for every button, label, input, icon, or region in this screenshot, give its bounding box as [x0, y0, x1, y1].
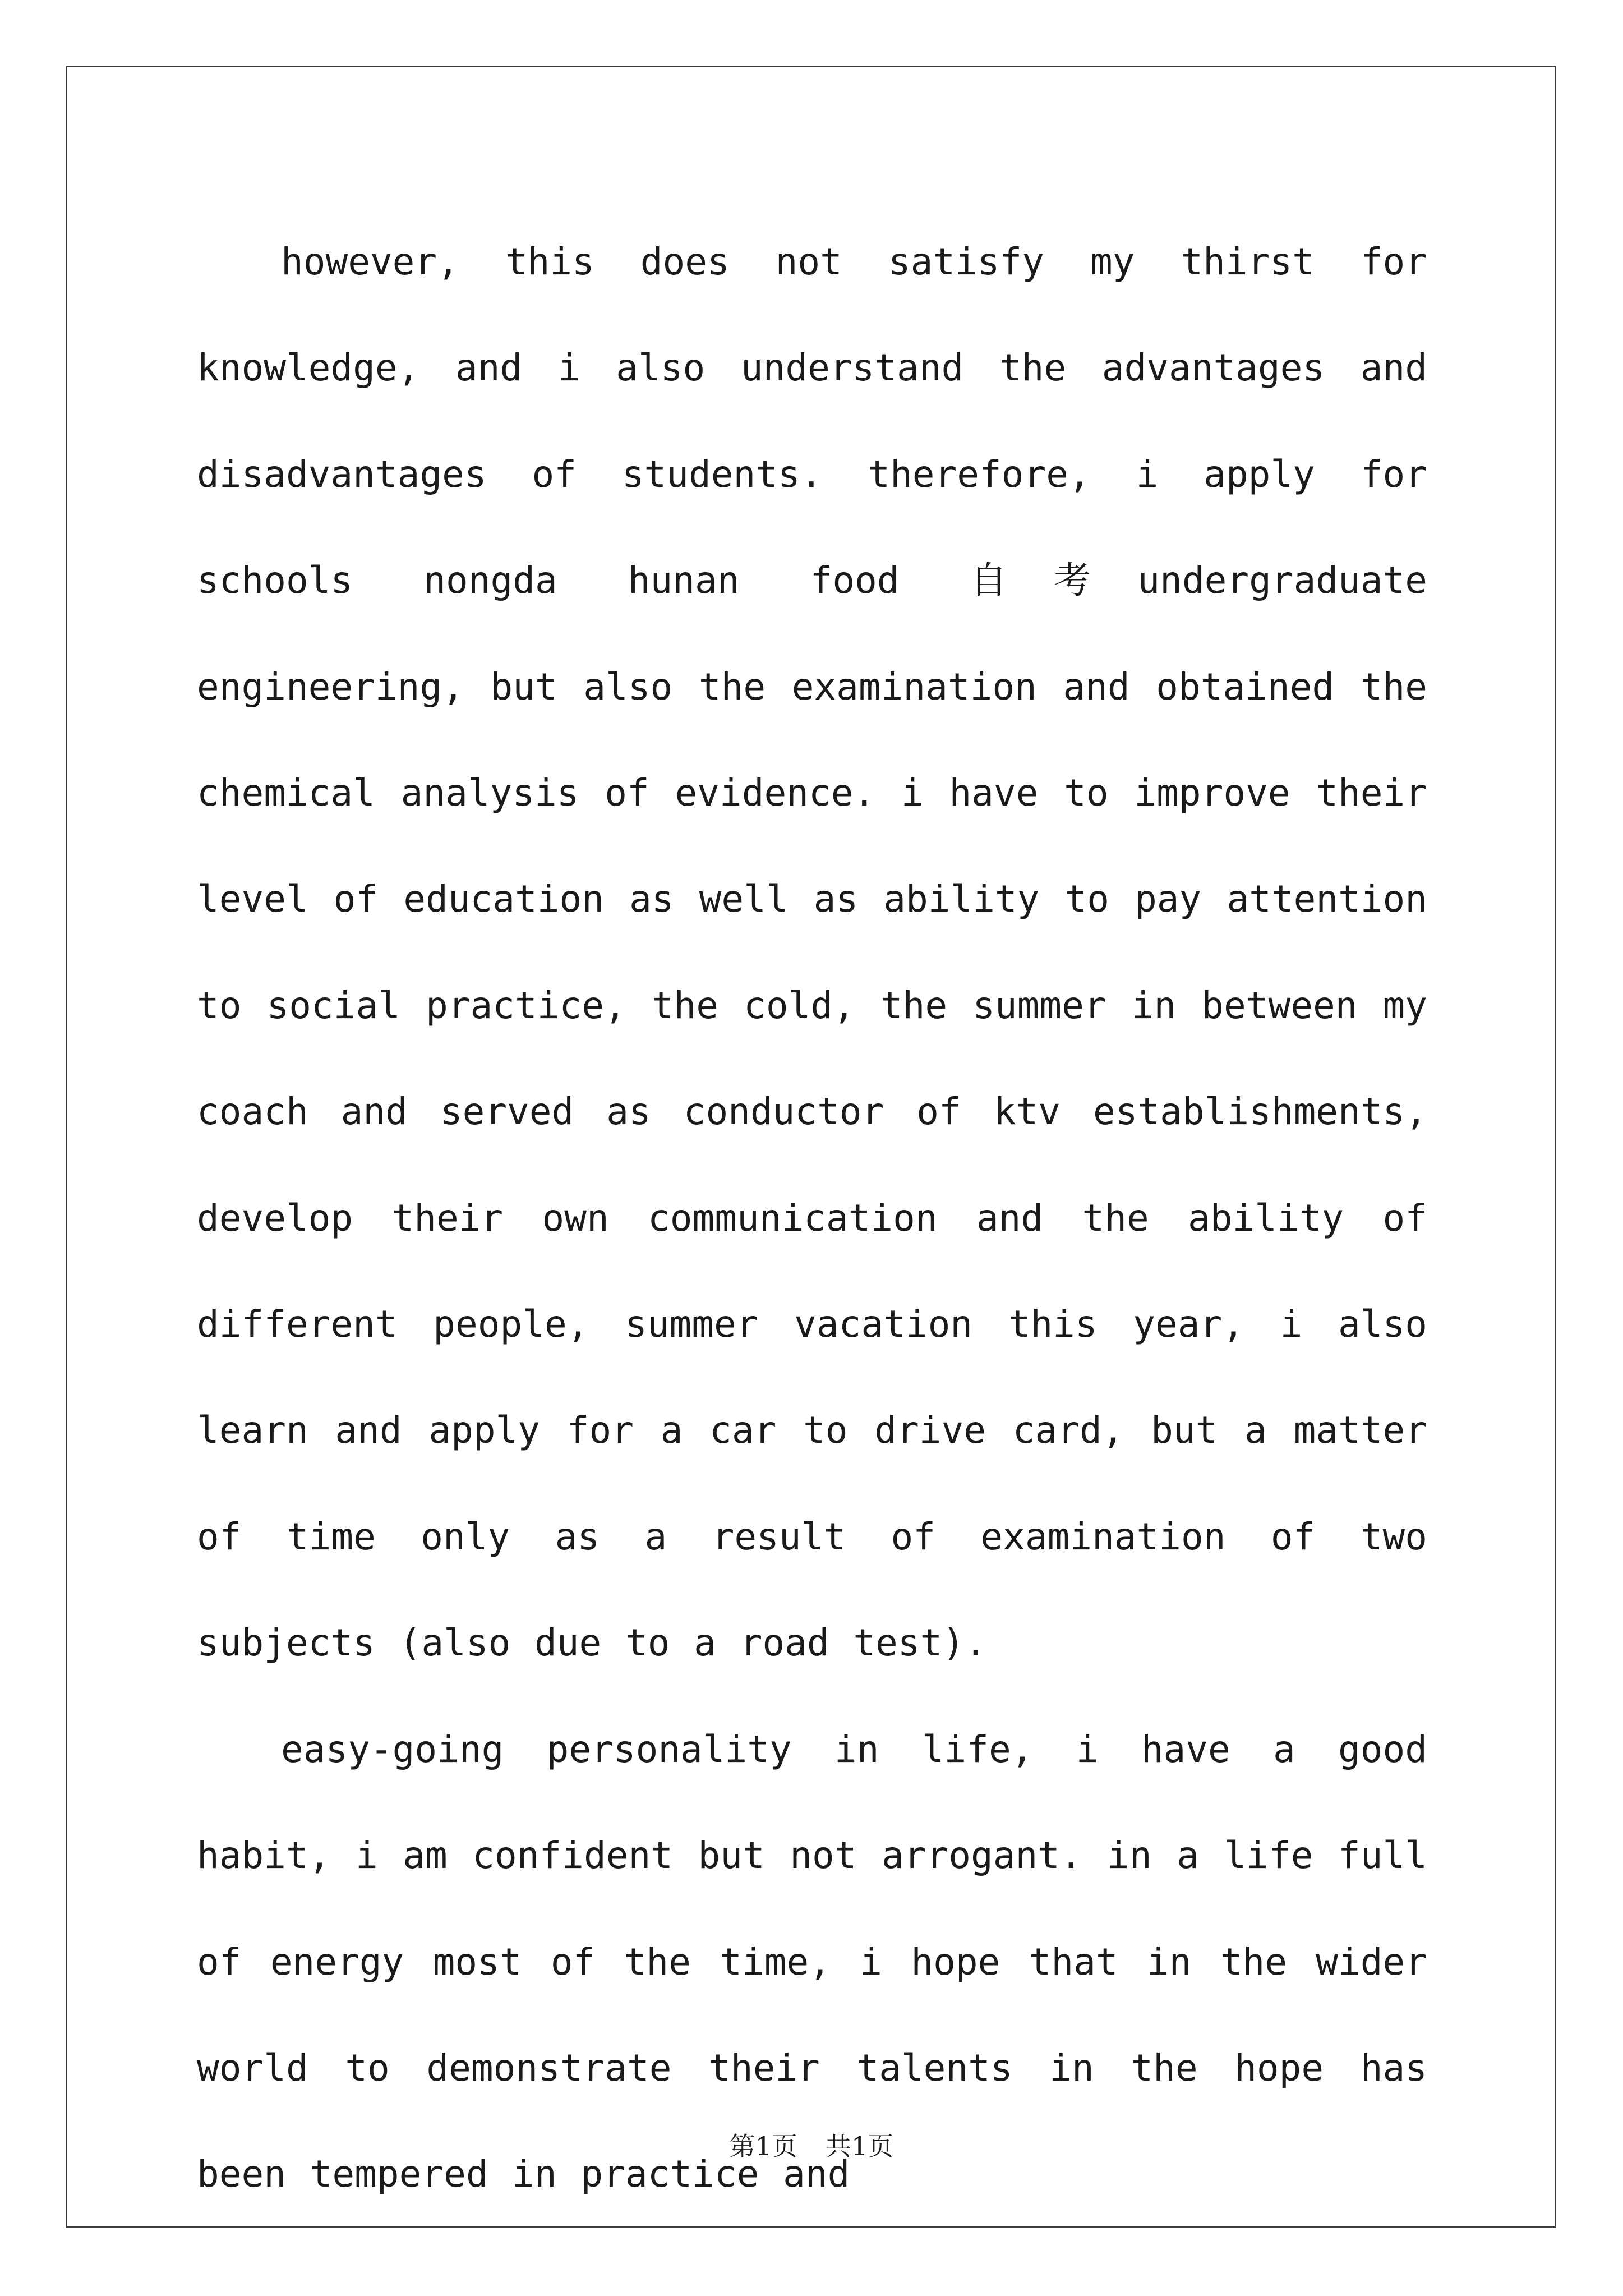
- paragraph-1: however, this does not satisfy my thirst for knowledge, and i also understand the advantages and disadvantages of students. therefore, i apply for schools nongda hunan food 自考undergraduate engineering, but also the examination and obtained the chemical analysis of evidence. i have to improve their level of education as well as ability to pay attention to social practice, the cold, the summer in between my coach and served as conductor of ktv establishments, develop their own communication and the ability of different people, summer vacation this year, i also learn and apply for a car to drive card, but a matter of time only as a result of examination of two subjects (also due to a road test).: [197, 240, 1427, 1665]
- page-footer: [0, 2126, 1623, 2163]
- page-number-current: 第1页: [729, 2131, 797, 2161]
- paragraph-2: easy-going personality in life, i have a good habit, i am confident but not arrogant. in a life full of energy most of the time, i hope that in the wider world to demonstrate their talents in the hope has been tempered in practice and: [197, 1727, 1427, 2196]
- page-number-total: 共1页: [826, 2131, 894, 2161]
- document-body: [197, 209, 1427, 2228]
